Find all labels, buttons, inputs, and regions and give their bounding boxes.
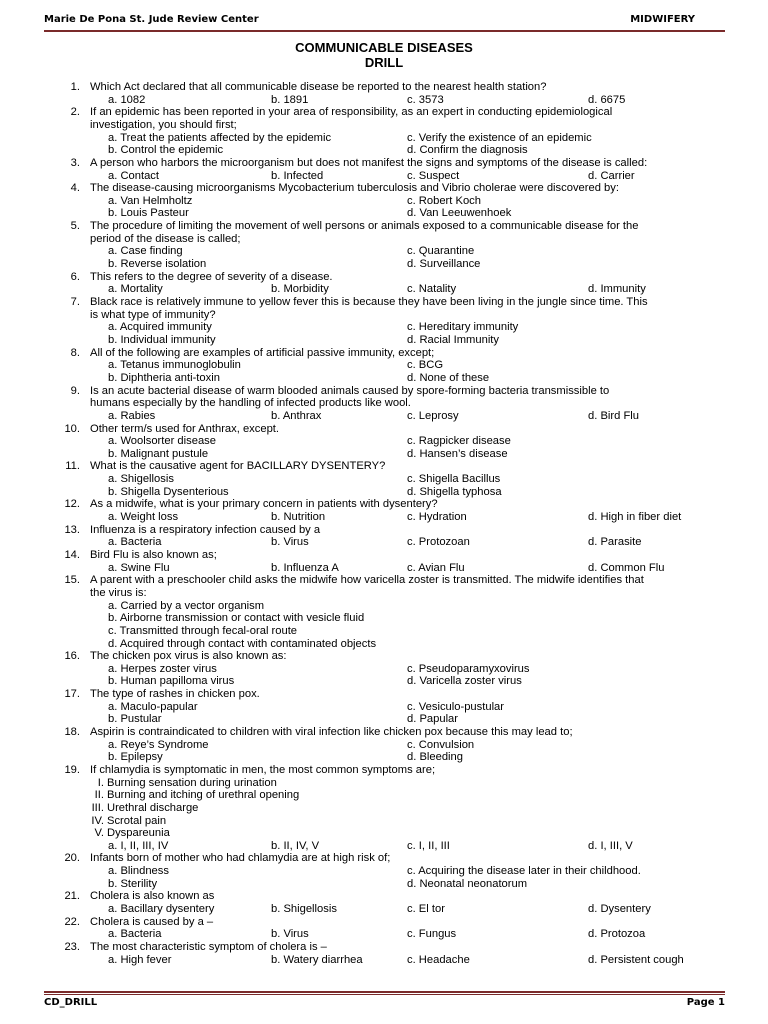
option: a. Rabies xyxy=(108,409,156,422)
question-number: 23. xyxy=(64,940,80,953)
question-number: 11. xyxy=(65,460,80,473)
option-row xyxy=(0,511,768,524)
question-text: This refers to the degree of severity of a disease. xyxy=(90,270,333,283)
option: b. Epilepsy xyxy=(108,751,163,764)
question-item xyxy=(0,726,768,764)
roman-text: Urethral discharge xyxy=(107,801,199,814)
question-text: If chlamydia is symptomatic in men, the most common symptoms are; xyxy=(90,763,436,776)
question-number: 5. xyxy=(70,220,80,233)
option: b. Infected xyxy=(271,169,324,182)
option-row xyxy=(0,663,768,676)
option: c. Quarantine xyxy=(407,245,475,258)
option: b. Shigella Dysenterious xyxy=(108,485,229,498)
question-text: Influenza is a respiratory infection caused by a xyxy=(90,523,321,536)
option-row xyxy=(0,359,768,372)
option: a. Reye’s Syndrome xyxy=(108,738,209,751)
question-item xyxy=(0,941,768,966)
option: d. Racial Immunity xyxy=(407,333,500,346)
option-row xyxy=(0,283,768,296)
option: c. Avian Flu xyxy=(407,561,465,574)
option: c. Pseudoparamyxovirus xyxy=(407,662,530,675)
option: c. Suspect xyxy=(407,169,460,182)
option: c. Hydration xyxy=(407,511,467,524)
question-number: 4. xyxy=(70,182,80,195)
question-item xyxy=(0,852,768,890)
question-number: 17. xyxy=(64,688,80,701)
option: b. Sterility xyxy=(108,877,158,890)
page-footer xyxy=(44,991,725,1013)
option: c. I, II, III xyxy=(407,839,450,852)
question-item xyxy=(0,182,768,220)
question-item xyxy=(0,764,768,853)
option-row xyxy=(0,486,768,499)
option: a. High fever xyxy=(108,953,172,966)
question-text: the virus is: xyxy=(90,586,147,599)
question-text: Cholera is caused by a – xyxy=(90,915,214,928)
option: b. Influenza A xyxy=(271,561,339,574)
option: d. Confirm the diagnosis xyxy=(407,144,528,157)
option: c. Ragpicker disease xyxy=(407,435,511,448)
option: d. Varicella zoster virus xyxy=(407,675,522,688)
question-number: 7. xyxy=(70,296,80,309)
option: b. Louis Pasteur xyxy=(108,207,189,220)
question-item xyxy=(0,296,768,347)
option: c. Hereditary immunity xyxy=(407,321,519,334)
question-item xyxy=(0,347,768,385)
option-row xyxy=(0,562,768,575)
footer-doc-code: CD_DRILL xyxy=(44,997,98,1008)
option: d. Shigella typhosa xyxy=(407,485,502,498)
option-row xyxy=(0,435,768,448)
question-item xyxy=(0,81,768,106)
roman-item xyxy=(0,789,768,802)
question-text: Aspirin is contraindicated to children with viral infection like chicken pox because this may lead to; xyxy=(90,726,573,739)
question-item xyxy=(0,916,768,941)
question-text: Black race is relatively immune to yellow fever this is because they have been living in the jungle since time. This xyxy=(90,296,648,309)
question-text: Infants born of mother who had chlamydia are at high risk of; xyxy=(90,852,391,865)
option: c. Natality xyxy=(407,283,457,296)
question-text: What is the causative agent for BACILLARY DYSENTERY? xyxy=(90,460,386,473)
option: a. Tetanus immunoglobulin xyxy=(108,359,241,372)
question-number: 6. xyxy=(70,270,80,283)
option-row xyxy=(0,600,768,613)
option-row xyxy=(0,144,768,157)
page-header xyxy=(44,14,725,36)
option: c. Protozoan xyxy=(407,536,470,549)
question-text: The type of rashes in chicken pox. xyxy=(90,688,260,701)
option-row xyxy=(0,321,768,334)
header-rule xyxy=(44,30,725,32)
option: d. Surveillance xyxy=(407,258,481,271)
option-row xyxy=(0,170,768,183)
question-number: 15. xyxy=(64,574,80,587)
option-row xyxy=(0,675,768,688)
roman-text: Dyspareunia xyxy=(107,827,170,840)
question-number: 12. xyxy=(64,498,80,511)
option: d. Acquired through contact with contaminated objects xyxy=(108,637,377,650)
option-row xyxy=(0,954,768,967)
option-row xyxy=(0,195,768,208)
roman-item xyxy=(0,802,768,815)
option: a. Contact xyxy=(108,169,159,182)
option: d. Carrier xyxy=(588,169,635,182)
option: a. Bacteria xyxy=(108,928,162,941)
question-number: 3. xyxy=(70,156,80,169)
option: a. Herpes zoster virus xyxy=(108,662,217,675)
option-row xyxy=(0,878,768,891)
option: b. II, IV, V xyxy=(271,839,320,852)
question-item xyxy=(0,271,768,296)
question-list xyxy=(0,81,768,966)
option: b. Virus xyxy=(271,536,309,549)
question-number: 21. xyxy=(64,890,80,903)
option: c. Fungus xyxy=(407,928,457,941)
question-item xyxy=(0,157,768,182)
option: a. Mortality xyxy=(108,283,163,296)
option: c. Vesiculo-pustular xyxy=(407,700,505,713)
question-text: The chicken pox virus is also known as: xyxy=(90,650,287,663)
roman-item xyxy=(0,827,768,840)
question-text: As a midwife, what is your primary concern in patients with dysentery? xyxy=(90,498,438,511)
option: d. Immunity xyxy=(588,283,646,296)
option-row xyxy=(0,751,768,764)
option: a. Maculo-papular xyxy=(108,700,198,713)
option: b. Malignant pustule xyxy=(108,447,209,460)
roman-text: Scrotal pain xyxy=(107,814,167,827)
document-title: COMMUNICABLE DISEASES xyxy=(295,40,473,55)
question-text: period of the disease is called; xyxy=(90,232,241,245)
question-number: 8. xyxy=(70,346,80,359)
roman-text: Burning sensation during urination xyxy=(107,776,277,789)
option-row xyxy=(0,625,768,638)
option: b. Human papilloma virus xyxy=(108,675,235,688)
option-row xyxy=(0,372,768,385)
option: b. Reverse isolation xyxy=(108,258,207,271)
question-number: 10. xyxy=(64,422,80,435)
option: d. Common Flu xyxy=(588,561,665,574)
option: d. Bleeding xyxy=(407,751,463,764)
option: a. I, II, III, IV xyxy=(108,839,169,852)
document-subtitle: DRILL xyxy=(364,55,404,70)
question-number: 9. xyxy=(70,384,80,397)
question-text: A parent with a preschooler child asks the midwife how varicella zoster is transmitted. The midwife identifies that xyxy=(90,574,644,587)
option: a. Acquired immunity xyxy=(108,321,212,334)
option: b. Anthrax xyxy=(271,409,322,422)
option-row xyxy=(0,739,768,752)
option: c. Robert Koch xyxy=(407,194,481,207)
option: d. None of these xyxy=(407,371,490,384)
option: c. Leprosy xyxy=(407,409,459,422)
option-row xyxy=(0,258,768,271)
roman-numeral: IV. xyxy=(91,814,104,827)
option-row xyxy=(0,928,768,941)
question-text: humans especially by the handling of infected products like wool. xyxy=(90,397,411,410)
option: a. Woolsorter disease xyxy=(108,435,216,448)
question-text: Which Act declared that all communicable disease be reported to the nearest health station? xyxy=(90,81,547,93)
option: c. Convulsion xyxy=(407,738,475,751)
option: a. 1082 xyxy=(108,93,146,106)
question-item xyxy=(0,423,768,461)
question-number: 20. xyxy=(64,852,80,865)
option: b. Watery diarrhea xyxy=(271,953,363,966)
question-item xyxy=(0,688,768,726)
option: a. Bacillary dysentery xyxy=(108,903,215,916)
option: b. Individual immunity xyxy=(108,333,216,346)
footer-page-number: Page 1 xyxy=(686,997,725,1008)
option-row xyxy=(0,865,768,878)
option: d. Papular xyxy=(407,713,458,726)
option-row xyxy=(0,410,768,423)
question-number: 22. xyxy=(64,915,80,928)
question-number: 16. xyxy=(64,650,80,663)
question-item xyxy=(0,106,768,157)
footer-rule xyxy=(44,991,725,993)
option-row xyxy=(0,132,768,145)
option: d. I, III, V xyxy=(588,839,633,852)
question-text: Cholera is also known as xyxy=(90,890,215,903)
question-text: The disease-causing microorganisms Mycobacterium tuberculosis and Vibrio cholerae were discovered by: xyxy=(90,182,619,195)
question-item xyxy=(0,890,768,915)
option: d. Van Leeuwenhoek xyxy=(407,207,512,220)
question-item xyxy=(0,650,768,688)
option: b. Airborne transmission or contact with vesicle fluid xyxy=(108,612,365,625)
option: b. Pustular xyxy=(108,713,162,726)
roman-text: Burning and itching of urethral opening xyxy=(107,789,300,802)
question-text: The procedure of limiting the movement of well persons or animals exposed to a communicable disease for the xyxy=(90,220,639,233)
question-text: If an epidemic has been reported in your area of responsibility, as an expert in conducting epidemiological xyxy=(90,106,613,119)
option: c. Acquiring the disease later in their childhood. xyxy=(407,865,641,878)
option: b. Morbidity xyxy=(271,283,329,296)
option: d. Persistent cough xyxy=(588,953,684,966)
roman-item xyxy=(0,815,768,828)
option-row xyxy=(0,473,768,486)
option: c. Shigella Bacillus xyxy=(407,473,501,486)
option: a. Weight loss xyxy=(108,511,179,524)
option-row xyxy=(0,713,768,726)
question-item xyxy=(0,498,768,523)
option: c. Transmitted through fecal-oral route xyxy=(108,624,298,637)
option: a. Treat the patients affected by the epidemic xyxy=(108,131,332,144)
option: a. Swine Flu xyxy=(108,561,170,574)
option: a. Shigellosis xyxy=(108,473,174,486)
option-row xyxy=(0,334,768,347)
question-text: investigation, you should first; xyxy=(90,118,237,131)
option-row xyxy=(0,612,768,625)
option: d. Parasite xyxy=(588,536,642,549)
roman-numeral: III. xyxy=(91,801,104,814)
question-number: 14. xyxy=(64,548,80,561)
option: d. High in fiber diet xyxy=(588,511,682,524)
option: d. Neonatal neonatorum xyxy=(407,877,528,890)
option-row xyxy=(0,903,768,916)
option: c. Headache xyxy=(407,953,470,966)
question-text: Is an acute bacterial disease of warm blooded animals caused by spore-forming bacteria transmissible to xyxy=(90,384,610,397)
question-item xyxy=(0,524,768,549)
option-row xyxy=(0,94,768,107)
header-subject: MIDWIFERY xyxy=(630,14,695,25)
option: a. Bacteria xyxy=(108,536,162,549)
option: a. Case finding xyxy=(108,245,183,258)
option: c. Verify the existence of an epidemic xyxy=(407,131,592,144)
option: c. BCG xyxy=(407,359,444,372)
option: d. Hansen’s disease xyxy=(407,447,508,460)
question-item xyxy=(0,220,768,271)
option: b. Diphtheria anti-toxin xyxy=(108,371,220,384)
question-number: 18. xyxy=(64,726,80,739)
footer-rule-thin xyxy=(44,994,725,995)
option: a. Carried by a vector organism xyxy=(108,599,265,612)
question-text: A person who harbors the microorganism but does not manifest the signs and symptoms of the disease is called: xyxy=(90,156,648,169)
header-institution: Marie De Pona St. Jude Review Center xyxy=(44,14,259,25)
option: a. Van Helmholtz xyxy=(108,194,193,207)
option: d. 6675 xyxy=(588,93,626,106)
question-item xyxy=(0,574,768,650)
question-number: 1. xyxy=(70,81,80,93)
option-row xyxy=(0,448,768,461)
option: d. Bird Flu xyxy=(588,409,639,422)
question-item xyxy=(0,549,768,574)
option: d. Dysentery xyxy=(588,903,651,916)
question-text: The most characteristic symptom of cholera is – xyxy=(90,940,327,953)
roman-numeral: V. xyxy=(94,827,104,840)
option: a. Blindness xyxy=(108,865,169,878)
option: c. 3573 xyxy=(407,93,444,106)
roman-item xyxy=(0,777,768,790)
question-text: Bird Flu is also known as; xyxy=(90,548,217,561)
roman-numeral: I. xyxy=(97,776,104,789)
question-item xyxy=(0,385,768,423)
option-row xyxy=(0,245,768,258)
option-row xyxy=(0,701,768,714)
question-text: Other term/s used for Anthrax, except. xyxy=(90,422,280,435)
option: b. Virus xyxy=(271,928,309,941)
option-row xyxy=(0,536,768,549)
question-number: 19. xyxy=(64,763,80,776)
option-row xyxy=(0,638,768,651)
roman-numeral: II. xyxy=(94,789,104,802)
question-text: All of the following are examples of artificial passive immunity, except; xyxy=(90,346,435,359)
option-row xyxy=(0,840,768,853)
question-number: 13. xyxy=(64,523,80,536)
option: b. Shigellosis xyxy=(271,903,337,916)
option: b. Nutrition xyxy=(271,511,326,524)
question-number: 2. xyxy=(70,106,80,119)
option: b. 1891 xyxy=(271,93,309,106)
option-row xyxy=(0,207,768,220)
option: b. Control the epidemic xyxy=(108,144,224,157)
option: c. El tor xyxy=(407,903,445,916)
question-item xyxy=(0,460,768,498)
question-text: is what type of immunity? xyxy=(90,308,216,321)
option: d. Protozoa xyxy=(588,928,646,941)
